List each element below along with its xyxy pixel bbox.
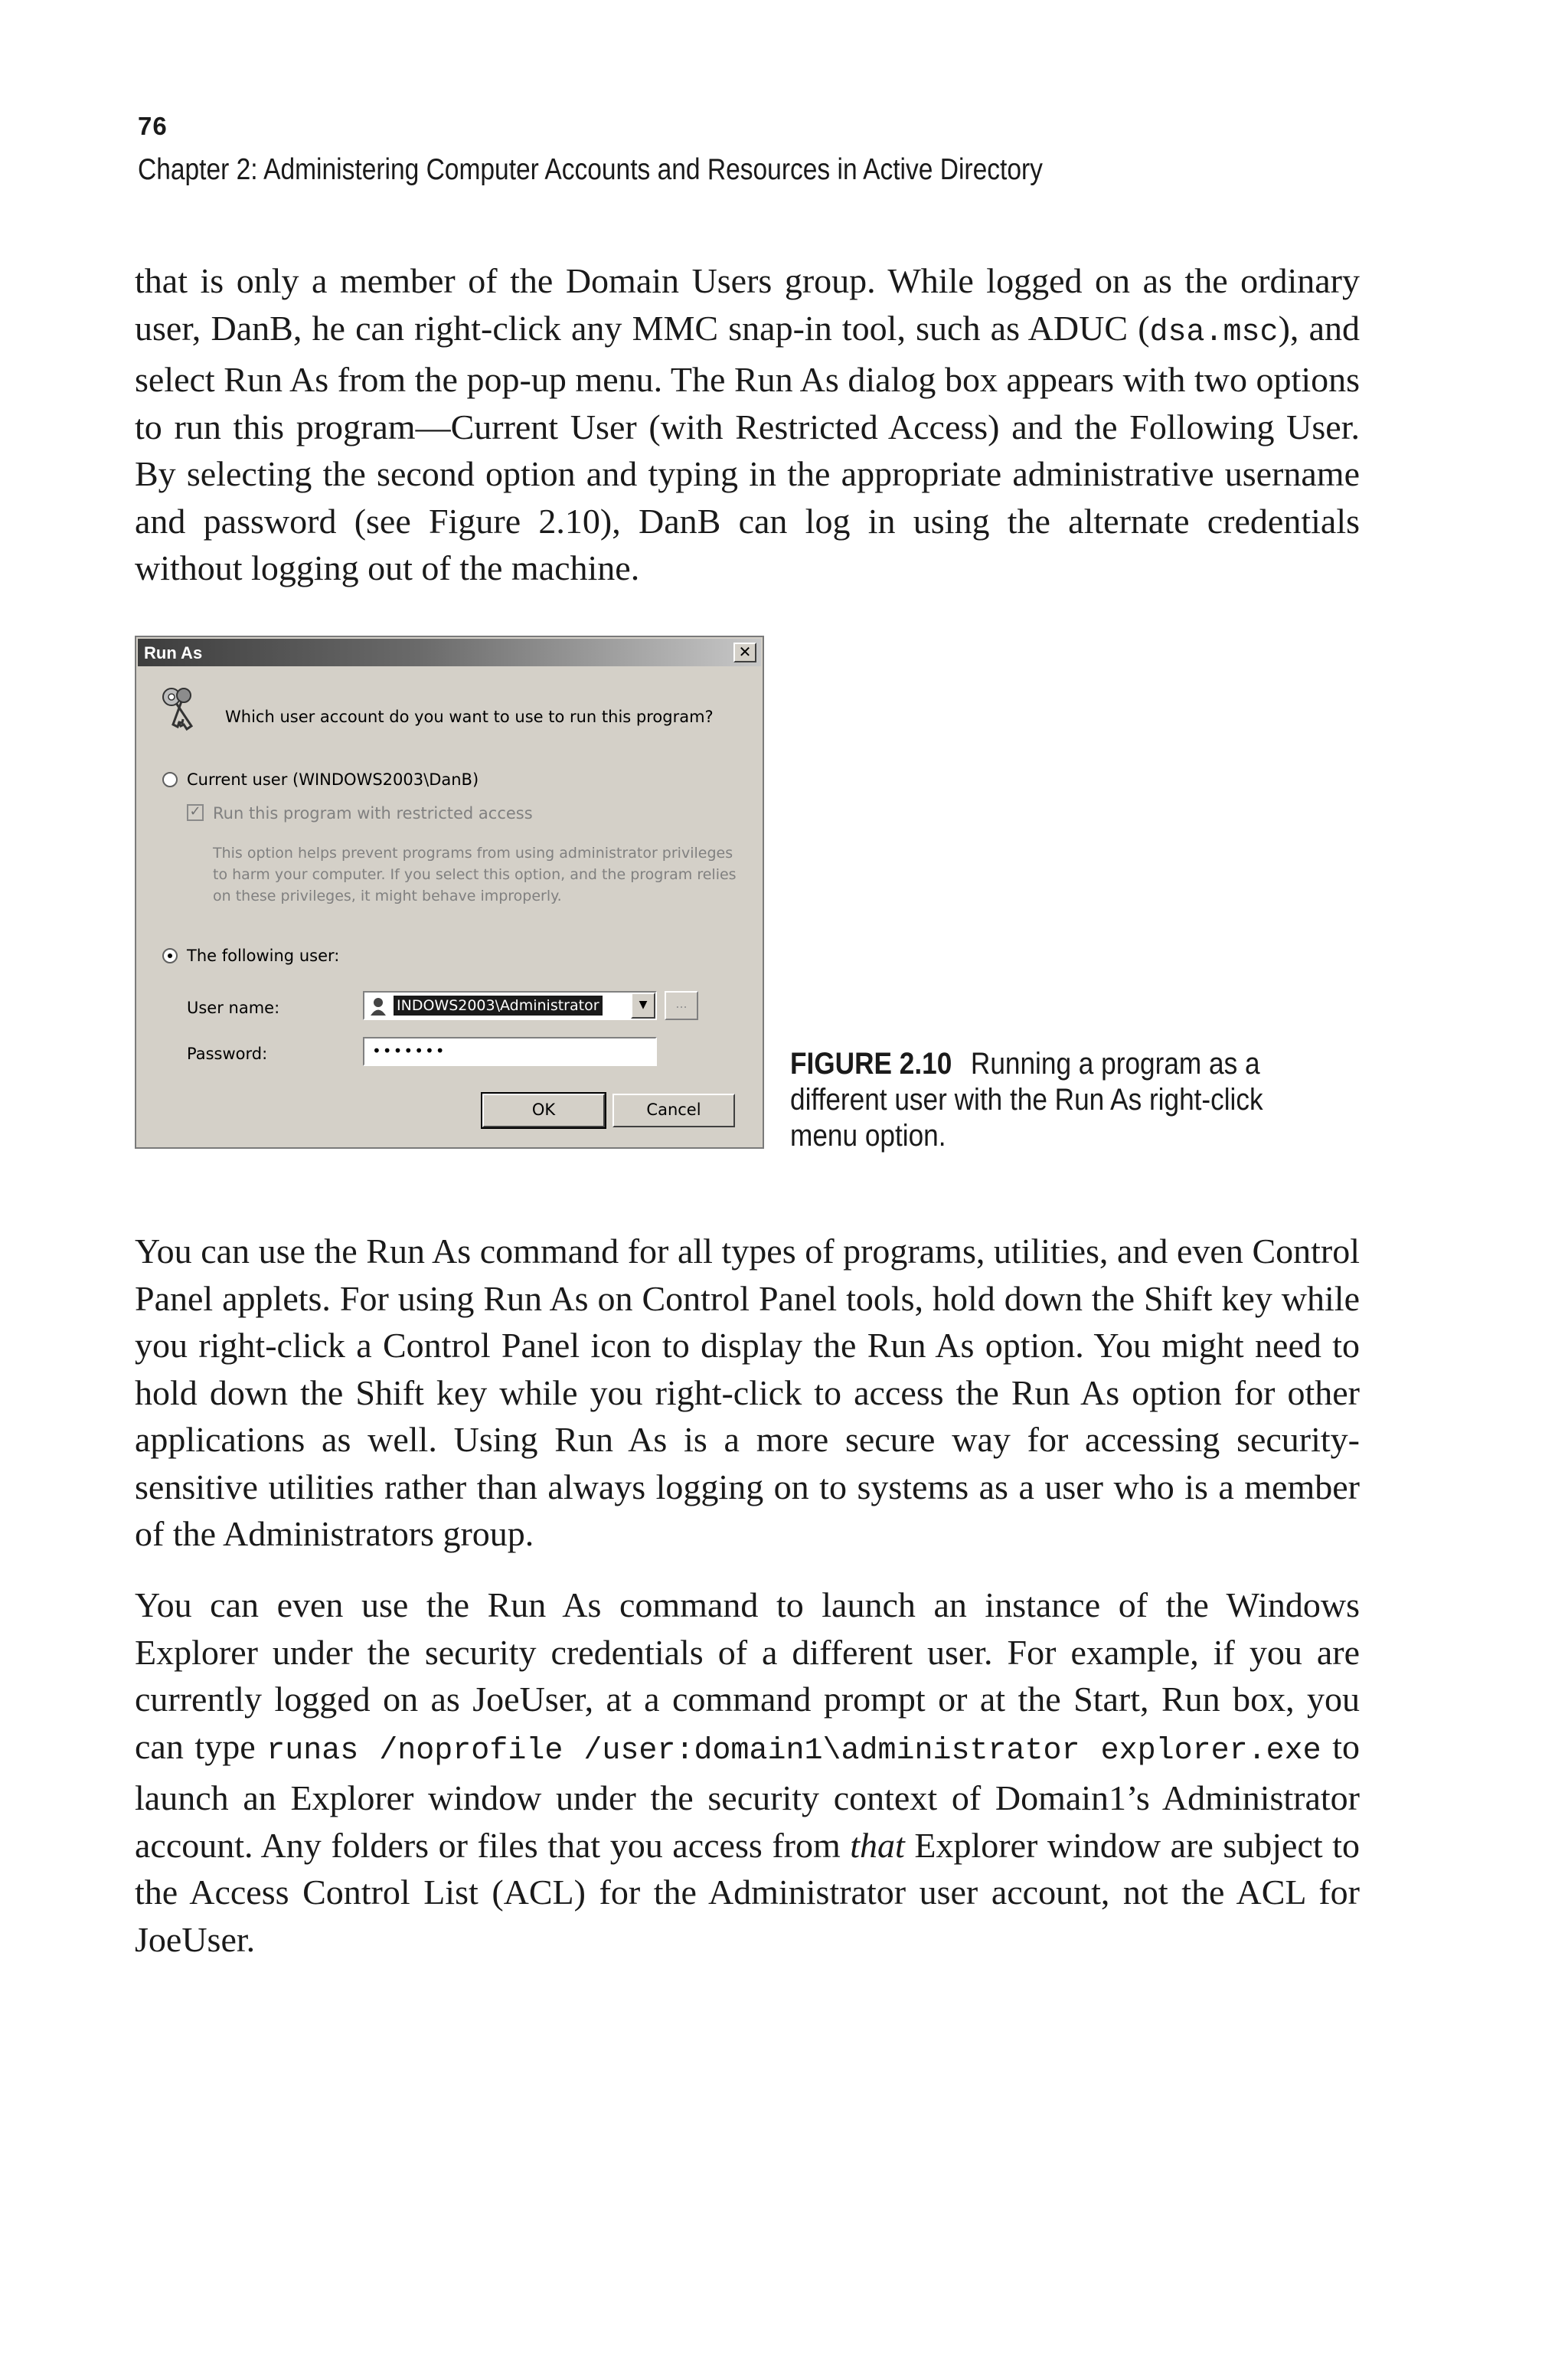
paragraph-1-text-a: that is only a member of the Domain Users group. While logged on as the ordinary user, DanB, he can right-click any MMC snap-in tool, such as ADUC ( (135, 261, 1360, 348)
paragraph-1-text-b: ), and select Run As from the pop-up menu. The Run As dialog box appears with two options to run this program—Current User (with Restricted Access) and the Following User. By selecting the second option and typing in the appropriate administrative username and password (see Figure 2.10), DanB can log in using the alternate credentials without logging out of the machine. (135, 308, 1360, 587)
password-label: Password: (187, 1045, 268, 1063)
figure-caption-text: Running a program as a different user with the Run As right-click menu option. (790, 1047, 1263, 1153)
paragraph-3-text-b: to launch an Explorer window under the security context of Domain1’s Administrator account. Any folders or files that you access from (135, 1726, 1360, 1865)
paragraph-2: You can use the Run As command for all types of programs, utilities, and even Control Panel applets. For using Run As on Control Panel tools, hold down the Shift key while you right-click a Control Panel icon to display the Run As option. You might need to hold down the Shift key while you right-click to access the Run As option for other applications as well. Using Run As is a more secure way for accessing security-sensitive utilities rather than always logging on to systems as a user who is a member of the Administrators group. (135, 1231, 1360, 1553)
paragraph-3-emphasis: that (850, 1825, 905, 1865)
paragraph-3-text-c: Explorer window are subject to the Access Control List (ACL) for the Administrator user account, not the ACL for JoeUser. (135, 1825, 1360, 1959)
user-icon (369, 996, 387, 1016)
page-number: 76 (138, 112, 168, 140)
paragraph-1-code: dsa.msc (1149, 315, 1279, 350)
browse-button[interactable]: ... (665, 991, 698, 1020)
following-user-label[interactable]: The following user: (187, 947, 340, 965)
run-as-dialog (135, 636, 764, 1149)
dialog-question: Which user account do you want to use to run this program? (225, 708, 714, 726)
dialog-title: Run As (144, 643, 203, 662)
dropdown-arrow-icon[interactable]: ▼ (631, 993, 655, 1019)
paragraph-3-code: runas /noprofile /user:domain1\administrator explorer.exe (266, 1733, 1321, 1768)
paragraph-3 (135, 1581, 1360, 1963)
close-icon: ✕ (738, 643, 752, 661)
current-user-label[interactable]: Current user (WINDOWS2003\DanB) (187, 770, 479, 789)
keys-icon (156, 685, 199, 732)
cancel-button[interactable]: Cancel (612, 1094, 735, 1127)
username-label: User name: (187, 999, 280, 1017)
password-field[interactable]: ••••••• (363, 1037, 657, 1066)
figure-label: FIGURE 2.10 (790, 1047, 952, 1081)
username-combobox[interactable] (363, 991, 657, 1020)
dialog-titlebar[interactable] (138, 639, 761, 666)
ok-button[interactable]: OK (482, 1094, 605, 1127)
restricted-help-text: This option helps prevent programs from using administrator privileges to harm your computer. If you select this option, and the program relies on these privileges, it might behave improperly. (213, 845, 737, 904)
paragraph-1 (135, 257, 1360, 592)
username-value[interactable]: INDOWS2003\Administrator (394, 996, 603, 1016)
figure-caption (790, 1046, 1282, 1154)
following-user-radio[interactable] (162, 948, 178, 963)
current-user-radio[interactable] (162, 772, 178, 787)
running-head: Chapter 2: Administering Computer Accounts and Resources in Active Directory (138, 153, 1043, 186)
checkmark-icon: ✓ (189, 803, 201, 819)
restricted-access-label: Run this program with restricted access (213, 804, 533, 823)
restricted-access-checkbox[interactable] (187, 804, 204, 821)
close-button[interactable] (733, 643, 756, 662)
paragraph-3-text-a: You can even use the Run As command to launch an instance of the Windows Explorer under the security credentials of a different user. For example, if you are currently logged on as JoeUser, at a command prompt or at the Start, Run box, you can type (135, 1585, 1360, 1766)
